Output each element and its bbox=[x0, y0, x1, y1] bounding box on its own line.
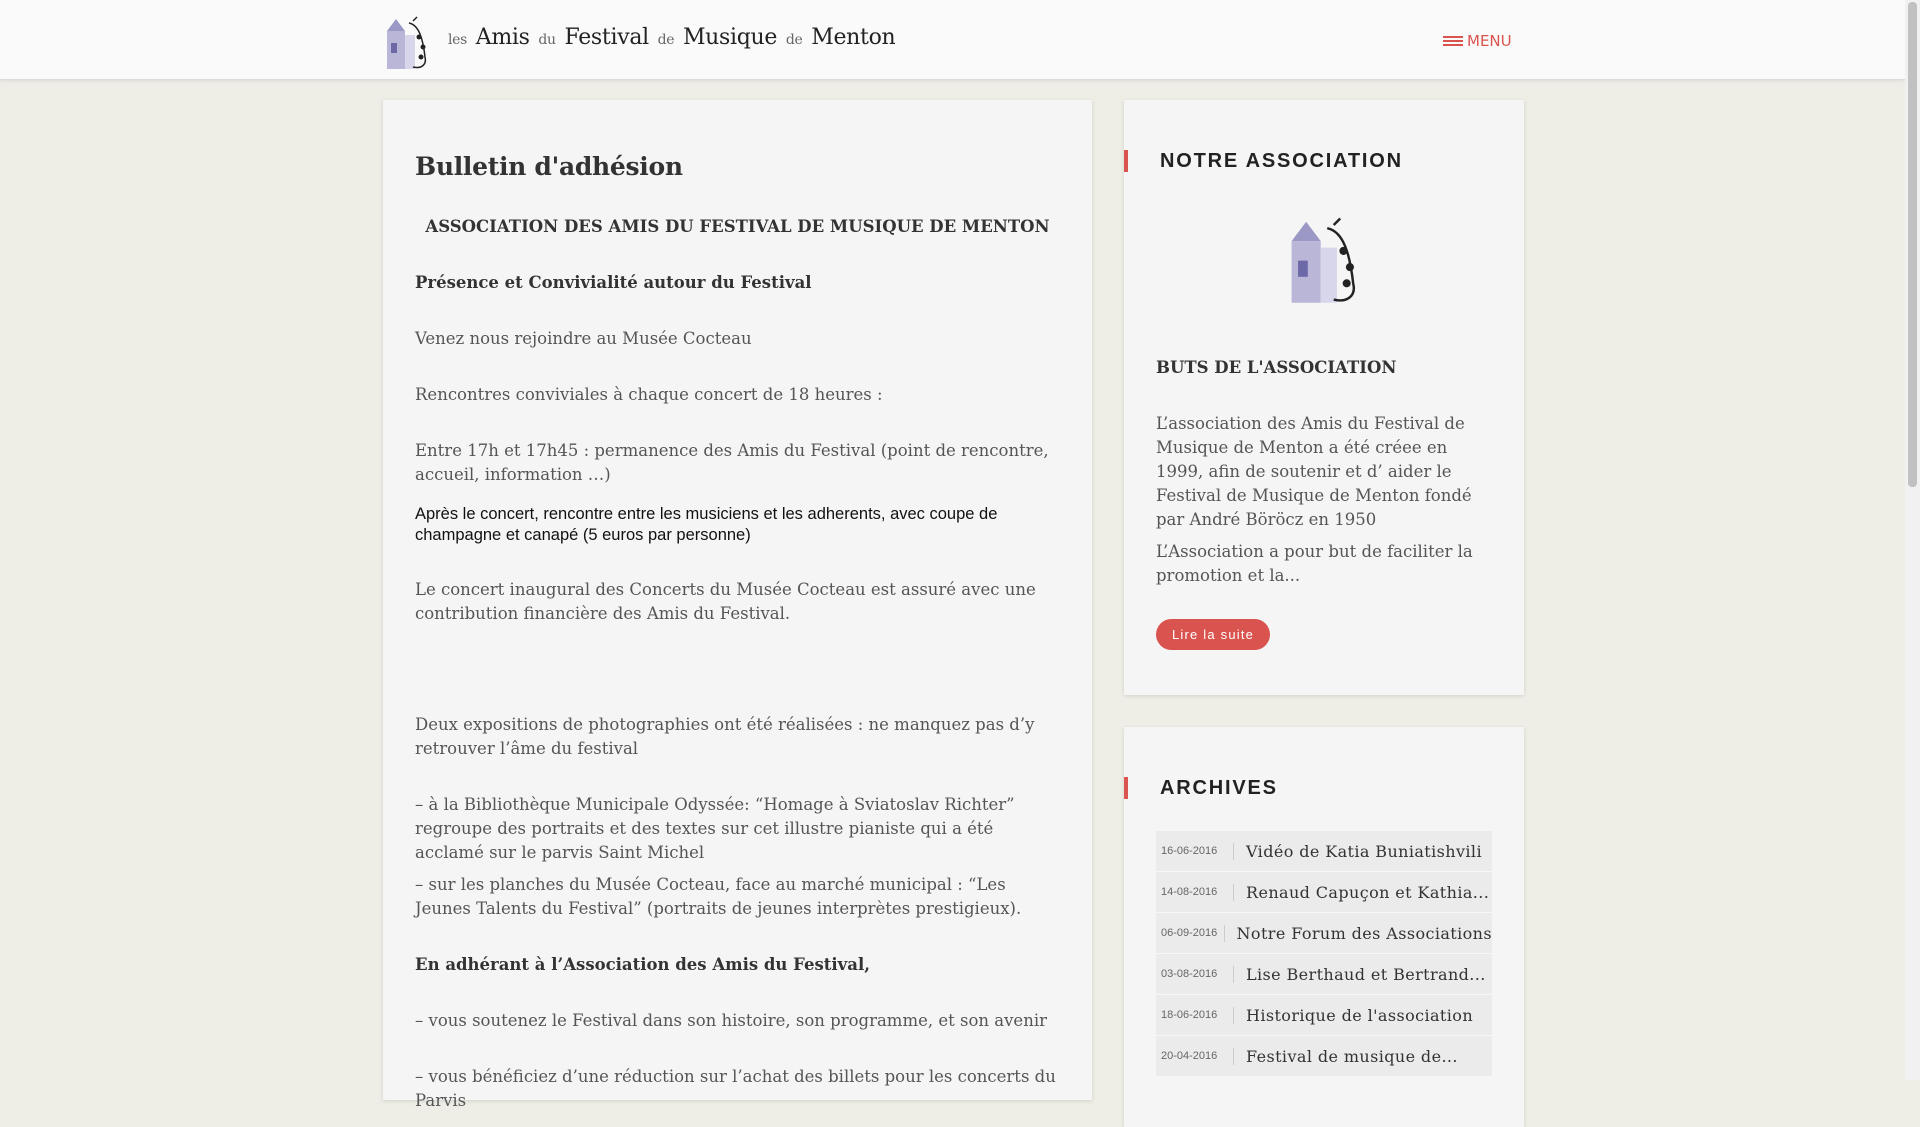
title-word: Amis bbox=[475, 25, 530, 50]
title-word: de bbox=[785, 32, 803, 48]
archive-item[interactable] bbox=[1156, 831, 1492, 872]
archive-item[interactable] bbox=[1156, 1036, 1492, 1077]
article-paragraph: Après le concert, rencontre entre les musiciens et les adherents, avec coupe de champagne et canapé (5 euros par personne) bbox=[415, 505, 998, 544]
page-title: Bulletin d'adhésion bbox=[415, 152, 683, 181]
article-paragraph: Entre 17h et 17h45 : permanence des Amis du Festival (point de rencontre, accueil, information …) bbox=[415, 441, 1049, 484]
title-word: de bbox=[657, 32, 675, 48]
article-paragraph: Deux expositions de photographies ont été réalisées : ne manquez pas d’y retrouver l’âme du festival bbox=[415, 715, 1035, 758]
scrollbar-thumb[interactable] bbox=[1908, 2, 1917, 487]
archive-date: 20-04-2016 bbox=[1156, 1048, 1234, 1065]
archive-date: 16-06-2016 bbox=[1156, 843, 1234, 860]
article-paragraph: – vous bénéficiez d’une réduction sur l’achat des billets pour les concerts du Parvis bbox=[415, 1067, 1056, 1110]
buts-heading: BUTS DE L'ASSOCIATION bbox=[1156, 358, 1397, 377]
title-word: du bbox=[538, 32, 556, 48]
article-paragraph: – à la Bibliothèque Municipale Odyssée: “Homage à Sviatoslav Richter” regroupe des portraits et des textes sur cet illustre pianiste qui a été acclamé sur le parvis Saint Michel bbox=[415, 795, 1015, 862]
church-music-logo-icon bbox=[1284, 212, 1364, 306]
archive-item[interactable] bbox=[1156, 913, 1492, 954]
archive-item[interactable] bbox=[1156, 995, 1492, 1036]
title-word: Menton bbox=[811, 25, 896, 50]
association-text: L’Association a pour but de faciliter la promotion et la... bbox=[1156, 542, 1473, 585]
church-music-logo-icon[interactable] bbox=[383, 13, 431, 71]
article-subheading: Présence et Convivialité autour du Festival bbox=[415, 273, 812, 292]
archive-title[interactable]: Vidéo de Katia Buniatishvili bbox=[1246, 841, 1482, 861]
article-paragraph: Rencontres conviviales à chaque concert de 18 heures : bbox=[415, 385, 883, 404]
archive-title[interactable]: Festival de musique de... bbox=[1246, 1046, 1458, 1066]
site-header bbox=[0, 0, 1905, 80]
archive-title[interactable]: Notre Forum des Associations bbox=[1236, 923, 1492, 943]
article-paragraph: Venez nous rejoindre au Musée Cocteau bbox=[415, 329, 752, 348]
read-more-button[interactable]: Lire la suite bbox=[1156, 619, 1270, 650]
archive-title[interactable]: Historique de l'association bbox=[1246, 1005, 1474, 1025]
site-title[interactable] bbox=[446, 25, 895, 50]
archive-title[interactable]: Renaud Capuçon et Kathia... bbox=[1246, 882, 1490, 902]
association-widget bbox=[1124, 100, 1524, 695]
archives-widget bbox=[1124, 727, 1524, 1127]
archive-date: 14-08-2016 bbox=[1156, 884, 1234, 901]
article-paragraph: Le concert inaugural des Concerts du Musée Cocteau est assuré avec une contribution financière des Amis du Festival. bbox=[415, 580, 1036, 623]
archive-date: 06-09-2016 bbox=[1156, 925, 1225, 942]
menu-button[interactable] bbox=[1443, 30, 1512, 52]
archive-date: 18-06-2016 bbox=[1156, 1007, 1234, 1024]
widget-title: ARCHIVES bbox=[1124, 777, 1278, 799]
association-text: L’association des Amis du Festival de Musique de Menton a été créee en 1999, afin de soutenir et d’ aider le Festival de Musique de Menton fondé par André Böröcz en 1950 bbox=[1156, 414, 1472, 529]
article-heading: ASSOCIATION DES AMIS DU FESTIVAL DE MUSIQUE DE MENTON bbox=[425, 217, 1050, 236]
article-paragraph: – vous soutenez le Festival dans son histoire, son programme, et son avenir bbox=[415, 1011, 1047, 1030]
widget-title: NOTRE ASSOCIATION bbox=[1124, 150, 1403, 172]
title-word: Musique bbox=[682, 25, 778, 50]
article-paragraph: – sur les planches du Musée Cocteau, face au marché municipal : “Les Jeunes Talents du Festival” (portraits de jeunes interprètes prestigieux). bbox=[415, 875, 1022, 918]
archives-list bbox=[1156, 831, 1492, 1077]
menu-label: MENU bbox=[1467, 32, 1512, 50]
title-word: les bbox=[448, 32, 468, 48]
article-card bbox=[383, 100, 1092, 1110]
archive-date: 03-08-2016 bbox=[1156, 966, 1234, 983]
article-paragraph: En adhérant à l’Association des Amis du Festival, bbox=[415, 955, 870, 974]
archive-item[interactable] bbox=[1156, 954, 1492, 995]
archive-title[interactable]: Lise Berthaud et Bertrand... bbox=[1246, 964, 1486, 984]
archive-item[interactable] bbox=[1156, 872, 1492, 913]
page-scrollbar[interactable] bbox=[1905, 0, 1920, 1080]
hamburger-menu-icon bbox=[1443, 35, 1463, 47]
title-word: Festival bbox=[564, 25, 649, 50]
